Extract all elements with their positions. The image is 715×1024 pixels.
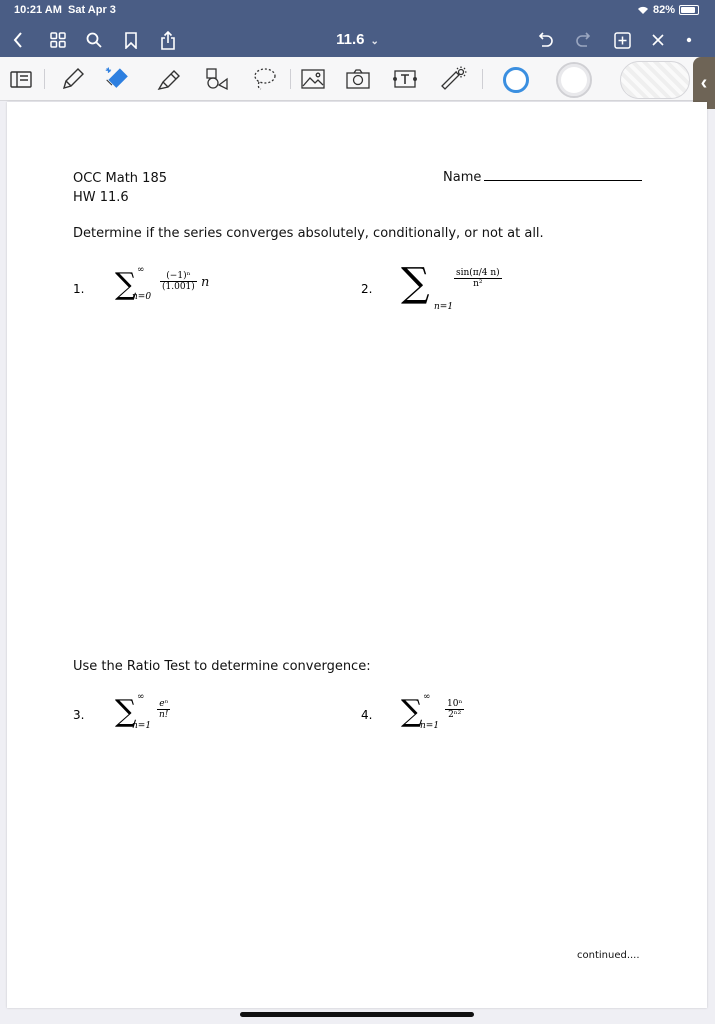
sigma-symbol: ∑ [401, 260, 430, 306]
laser-pointer-icon[interactable] [438, 65, 468, 93]
upper-limit: ∞ [423, 692, 431, 702]
home-indicator[interactable] [240, 1012, 474, 1017]
more-icon[interactable] [677, 28, 701, 52]
color-swatch-transparent[interactable] [620, 61, 690, 99]
name-underline [484, 169, 642, 181]
status-bar [0, 0, 715, 20]
redo-icon[interactable] [571, 28, 595, 52]
lower-limit: n=1 [434, 302, 454, 312]
problem-number: 3. [73, 708, 85, 722]
color-swatch-white[interactable] [556, 62, 592, 98]
sigma-symbol: ∑ [115, 267, 137, 302]
lower-limit: n=1 [420, 721, 440, 731]
color-swatch-blue[interactable] [503, 67, 529, 93]
nav-bar [0, 26, 715, 54]
highlighter-icon[interactable] [154, 65, 184, 93]
undo-icon[interactable] [534, 28, 558, 52]
divider [290, 69, 291, 89]
status-date: Sat Apr 3 [68, 4, 116, 16]
problem-number: 4. [361, 708, 373, 722]
instruction-text: Determine if the series converges absolutely, conditionally, or not at all. [73, 226, 544, 241]
side-panel-handle[interactable]: ‹ [693, 57, 715, 109]
battery-icon [679, 5, 699, 15]
top-bar [0, 0, 715, 57]
status-right [637, 4, 699, 16]
lower-limit: n=1 [132, 721, 152, 731]
status-time: 10:21 AM Sat Apr 3 [14, 4, 116, 16]
eraser-icon[interactable] [104, 65, 134, 93]
battery-percent: 82% [652, 4, 675, 16]
name-field [443, 169, 642, 185]
lower-limit: n=0 [132, 292, 152, 302]
upper-limit: ∞ [137, 692, 145, 702]
fraction: $\frac{\text{(−1)ⁿ}}{(1.001)}$ [162, 271, 195, 292]
text-icon[interactable] [390, 65, 420, 93]
document-title[interactable]: 11.6 ⌄ [336, 31, 379, 48]
close-icon[interactable] [646, 28, 670, 52]
continued-note: continued.... [577, 950, 640, 961]
divider [482, 69, 483, 89]
upper-limit: ∞ [137, 265, 145, 275]
camera-icon[interactable] [343, 65, 373, 93]
wifi-icon [637, 5, 649, 15]
sigma-symbol: ∑ [401, 694, 423, 729]
course-title: OCC Math 185 [73, 171, 167, 186]
course-header [73, 169, 167, 207]
fraction: $\frac{\sin(\pi/4 n)}{\text{n²}}$ [456, 268, 500, 289]
pen-icon[interactable] [58, 65, 88, 93]
homework-title: HW 11.6 [73, 190, 129, 205]
document-page[interactable] [7, 102, 707, 1008]
divider [44, 69, 45, 89]
shapes-icon[interactable] [202, 65, 232, 93]
chevron-down-icon: ⌄ [370, 36, 379, 47]
fraction: $\frac{\text{eⁿ}}{n!}$ [159, 699, 169, 720]
lasso-icon[interactable] [250, 65, 280, 93]
fraction: $\frac{\text{10ⁿ}}{\text{2ⁿ²}}$ [447, 699, 463, 720]
problem-number: 1. [73, 282, 85, 296]
problem-number: 2. [361, 282, 373, 296]
trailing-n: n [201, 275, 210, 290]
sigma-symbol: ∑ [115, 694, 137, 729]
drawing-toolbar [0, 57, 715, 101]
ratio-test-instruction: Use the Ratio Test to determine convergence: [73, 659, 371, 674]
add-page-icon[interactable] [610, 28, 634, 52]
image-icon[interactable] [298, 65, 328, 93]
page-view-icon[interactable] [6, 65, 36, 93]
name-label: Name [443, 170, 482, 185]
